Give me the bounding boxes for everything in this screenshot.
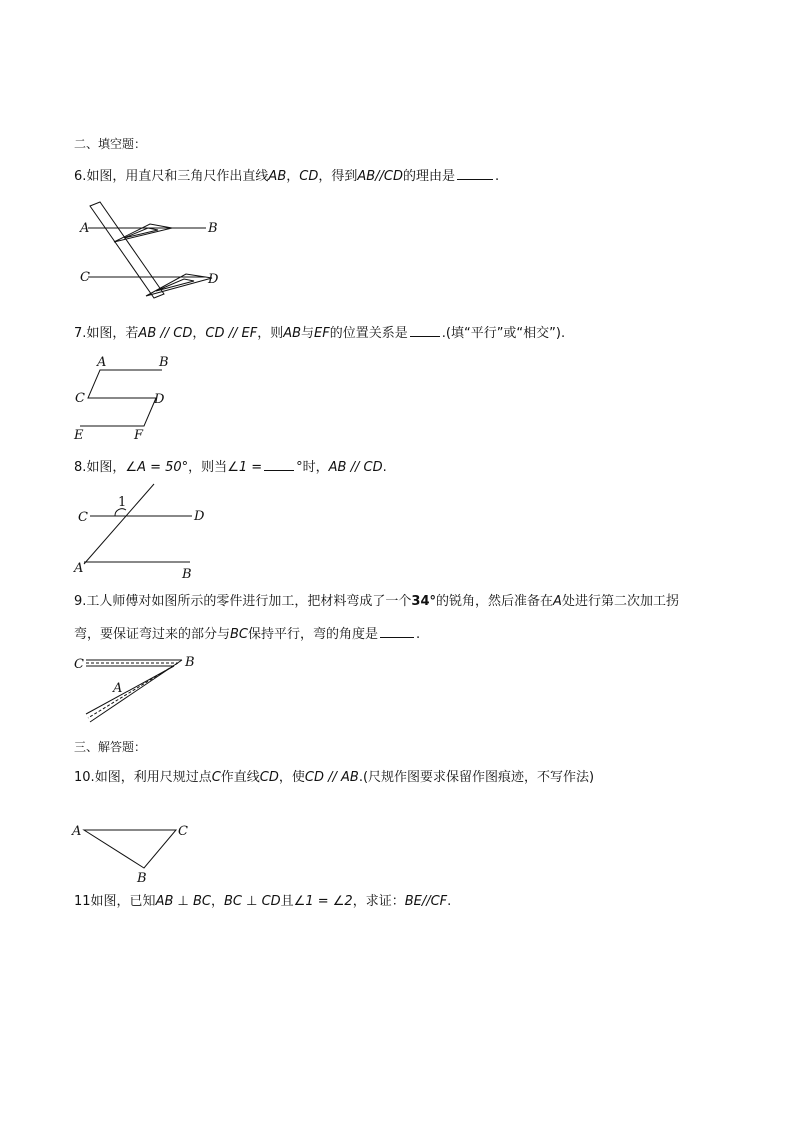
- q10-label-b: B: [137, 871, 147, 886]
- q9-label-b: B: [185, 655, 195, 670]
- q8-text-c: °时，: [296, 460, 329, 475]
- q6-end: .: [495, 169, 500, 184]
- q8-label-b: B: [182, 567, 192, 582]
- q8-label-d: D: [194, 509, 205, 524]
- section-heading-answer: 三、解答题：: [74, 740, 147, 754]
- q9-text-c: 处进行第二次加工拐: [561, 594, 679, 609]
- q10-label-a: A: [72, 824, 82, 839]
- q7-math-1: AB // CD: [138, 326, 193, 341]
- q9-text-e: 保持平行，弯的角度是: [248, 627, 379, 642]
- q7-label-c: C: [75, 391, 85, 406]
- q7-label-b: B: [159, 355, 169, 370]
- q7-sep: ，: [192, 326, 206, 341]
- q10-math-1: C: [211, 770, 221, 785]
- q7-label-d: D: [154, 392, 165, 407]
- q11-math-2: BC ⊥ CD: [223, 894, 281, 909]
- q10-text-b: 作直线: [220, 770, 260, 785]
- section-heading-fill-blank: 二、填空题：: [74, 137, 147, 151]
- q10-math-3: CD // AB: [304, 770, 359, 785]
- q7-math-2: CD // EF: [205, 326, 258, 341]
- q8-figure: [74, 484, 204, 584]
- q10-math-2: CD: [259, 770, 279, 785]
- q8-text-a: 如图，: [86, 460, 126, 475]
- q6-label-a: A: [80, 221, 90, 236]
- q6-text-b: ，得到: [318, 169, 358, 184]
- q7-zigzag-lower: [80, 398, 156, 426]
- q7-text-e: .(填“平行”或“相交”): [441, 326, 561, 341]
- q6-text-a: 如图，用直尺和三角尺作出直线: [86, 169, 269, 184]
- q9-text-b: 的锐角，然后准备在: [436, 594, 554, 609]
- q11-math-3: ∠1 = ∠2: [293, 894, 353, 909]
- q11-text-a: 如图，已知: [90, 894, 156, 909]
- q8-math-2: ∠1 =: [227, 460, 263, 475]
- q7-number: 7.: [74, 326, 87, 341]
- q10-triangle-abc: [84, 830, 176, 868]
- q7-text-b: ，则: [257, 326, 284, 341]
- q6-math-1: AB: [268, 169, 287, 184]
- q8-text-b: ，则当: [188, 460, 228, 475]
- q6-set-square-bottom-inner: [156, 279, 194, 291]
- question-7: [74, 323, 565, 343]
- q7-zigzag-upper: [88, 370, 162, 398]
- q6-math-3: AB//CD: [357, 169, 404, 184]
- q10-number: 10.: [74, 770, 95, 785]
- q9-math-2: A: [553, 594, 562, 609]
- q11-text-c: ，求证：: [352, 894, 405, 909]
- q6-sep: ，: [286, 169, 300, 184]
- q7-text-c: 与: [301, 326, 315, 341]
- question-9-line-1: [74, 593, 679, 611]
- q6-set-square-top: [114, 224, 172, 242]
- q6-label-b: B: [208, 221, 218, 236]
- q9-label-a: A: [113, 681, 123, 696]
- q11-end: .: [447, 894, 452, 909]
- question-6: [74, 166, 499, 186]
- q6-label-c: C: [80, 270, 90, 285]
- q7-label-e: E: [74, 428, 84, 443]
- q11-sep: ，: [210, 894, 224, 909]
- q9-answer-blank[interactable]: [380, 624, 414, 638]
- q6-text-c: 的理由是: [403, 169, 456, 184]
- q7-text-a: 如图，若: [86, 326, 139, 341]
- q8-math-1: ∠A = 50°: [125, 460, 189, 475]
- q6-label-d: D: [208, 272, 219, 287]
- q7-figure: [74, 354, 184, 444]
- q8-end: .: [382, 460, 387, 475]
- q7-end: .: [560, 326, 566, 341]
- q7-math-3: AB: [283, 326, 302, 341]
- q8-label-c: C: [78, 510, 88, 525]
- q11-math-1: AB ⊥ BC: [155, 894, 211, 909]
- q7-label-a: A: [97, 355, 107, 370]
- q9-label-c: C: [74, 657, 84, 672]
- q10-label-c: C: [178, 824, 188, 839]
- q10-text-a: 如图，利用尺规过点: [94, 770, 212, 785]
- question-9-line-2: [74, 624, 420, 644]
- q6-ruler: [90, 202, 164, 298]
- question-11: [74, 893, 451, 911]
- q11-number: 11: [74, 894, 91, 909]
- q8-answer-blank[interactable]: [264, 457, 294, 471]
- q7-label-f: F: [134, 428, 144, 443]
- q7-math-4: EF: [314, 326, 330, 341]
- q6-figure: [70, 198, 230, 308]
- question-10: [74, 769, 594, 787]
- q10-figure: [70, 820, 200, 885]
- q11-text-b: 且: [280, 894, 294, 909]
- q9-number: 9.: [74, 594, 87, 609]
- q8-number: 8.: [74, 460, 87, 475]
- q9-bar-diag-inner: [86, 666, 174, 714]
- q8-label-a: A: [74, 561, 84, 576]
- q10-text-c: ，使: [278, 770, 305, 785]
- q10-text-d: .(尺规作图要求保留作图痕迹，不写作法): [358, 770, 595, 785]
- q7-answer-blank[interactable]: [410, 323, 440, 337]
- q6-math-2: CD: [299, 169, 319, 184]
- q7-text-d: 的位置关系是: [329, 326, 408, 341]
- q11-math-4: BE//CF: [404, 894, 448, 909]
- q9-figure: [70, 652, 200, 727]
- q9-math-1: 34°: [411, 594, 437, 609]
- q8-math-3: AB // CD: [328, 460, 383, 475]
- q9-end: .: [416, 627, 421, 642]
- q6-number: 6.: [74, 169, 87, 184]
- q6-answer-blank[interactable]: [457, 166, 493, 180]
- q9-text-d: 弯，要保证弯过来的部分与: [74, 627, 231, 642]
- q9-math-3: BC: [230, 627, 249, 642]
- question-8: [74, 457, 387, 477]
- q9-text-a: 工人师傅对如图所示的零件进行加工，把材料弯成了一个: [86, 594, 412, 609]
- q8-label-1: 1: [118, 495, 127, 510]
